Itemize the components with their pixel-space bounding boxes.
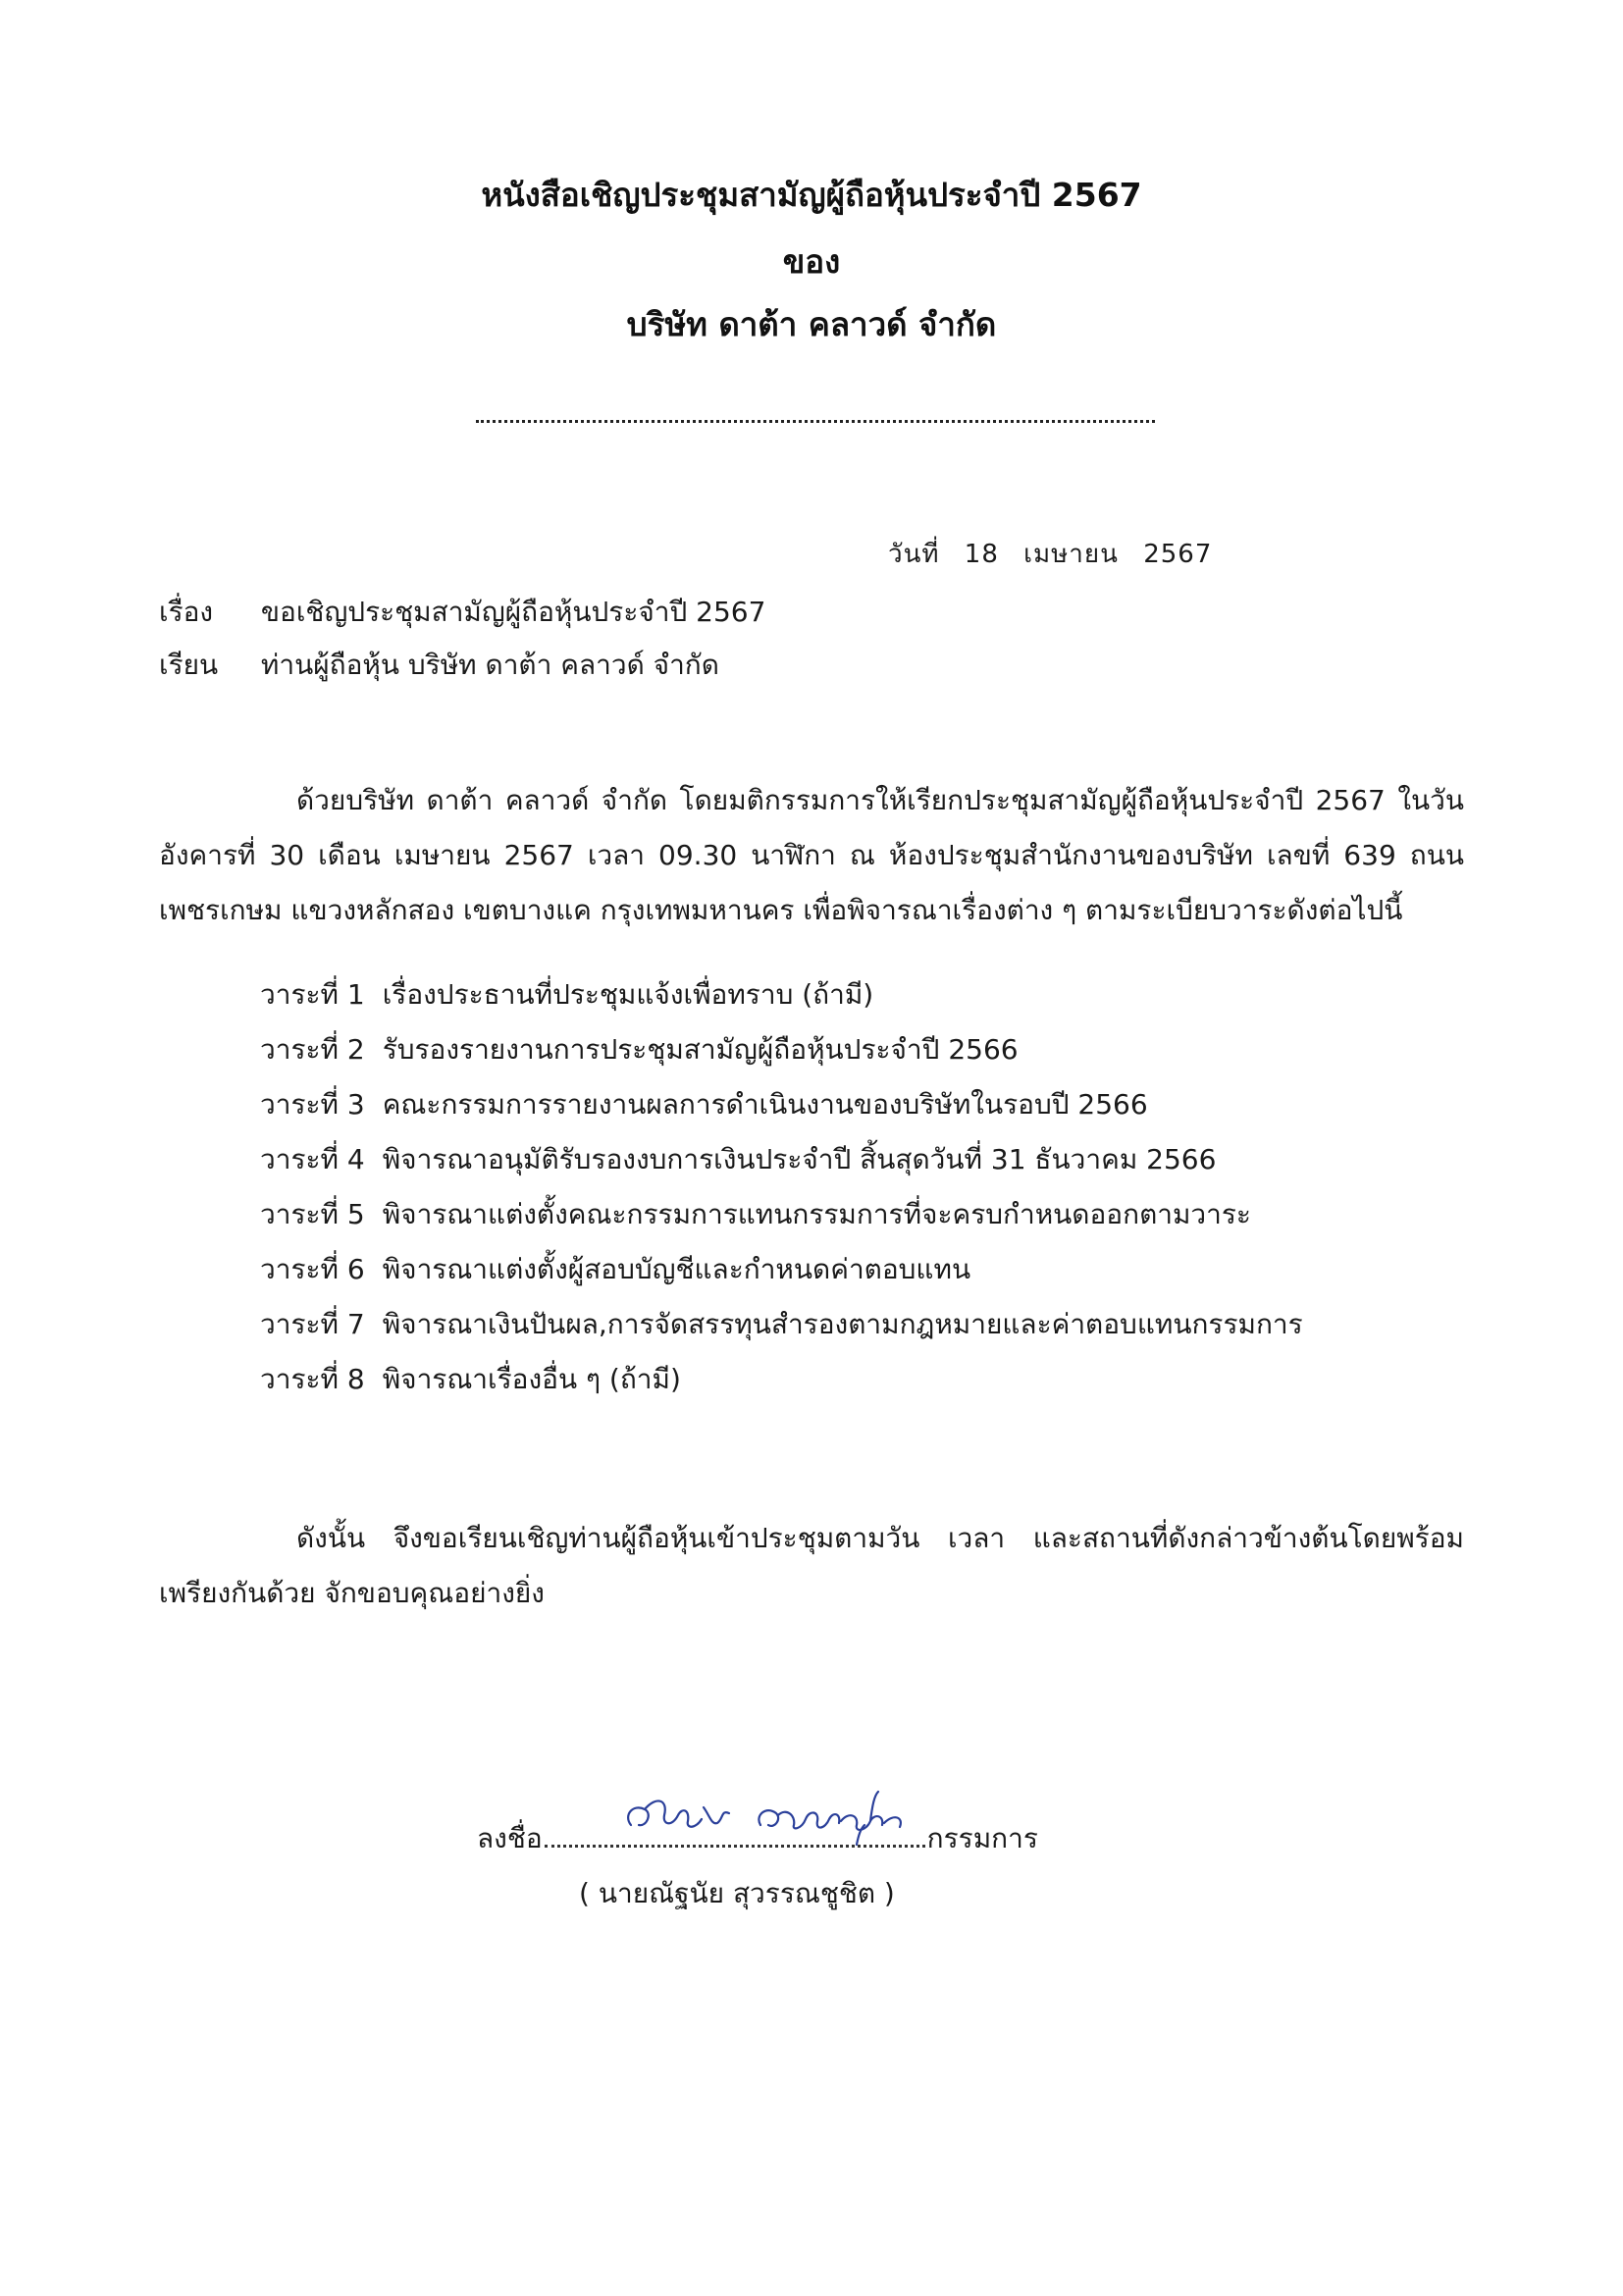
- agenda-text: พิจารณาอนุมัติรับรองงบการเงินประจำปี สิ้นสุดวันที่ 31 ธันวาคม 2566: [382, 1143, 1217, 1175]
- agenda-item: [260, 1022, 1303, 1077]
- agenda-number: วาระที่ 6: [260, 1253, 365, 1285]
- intro-paragraph: ด้วยบริษัท ดาต้า คลาวด์ จำกัด โดยมติกรรมการให้เรียกประชุมสามัญผู้ถือหุ้นประจำปี 2567 ในวันอังคารที่ 30 เดือน เมษายน 2567 เวลา 09.30 นาฬิกา ณ ห้องประชุมสำนักงานของบริษัท เลขที่ 639 ถนนเพชรเกษม แขวงหลักสอง เขตบางแค กรุงเทพมหานคร เพื่อพิจารณาเรื่องต่าง ๆ ตามระเบียบวาระดังต่อไปนี้: [159, 784, 1464, 926]
- agenda-number: วาระที่ 5: [260, 1198, 365, 1230]
- letter-date: [888, 534, 1228, 574]
- letter-title-of: ของ: [782, 242, 841, 281]
- agenda-item: [260, 1187, 1303, 1242]
- agenda-text: เรื่องประธานที่ประชุมแจ้งเพื่อทราบ (ถ้ามี): [382, 978, 874, 1011]
- agenda-text: พิจารณาเรื่องอื่น ๆ (ถ้ามี): [382, 1363, 681, 1395]
- agenda-number: วาระที่ 1: [260, 978, 365, 1011]
- date-month: เมษายน: [1023, 540, 1119, 569]
- date-day: 18: [964, 540, 999, 569]
- signer-name: ( นายณัฐนัย สุวรรณชูชิต ): [579, 1877, 895, 1909]
- handwritten-signature: [613, 1786, 937, 1854]
- agenda-item: [260, 1077, 1303, 1132]
- agenda-item: [260, 1132, 1303, 1187]
- addressee-label: เรียน: [159, 649, 219, 681]
- agenda-text: รับรองรายงานการประชุมสามัญผู้ถือหุ้นประจำปี 2566: [382, 1033, 1019, 1066]
- agenda-number: วาระที่ 2: [260, 1033, 365, 1066]
- addressee-row: [159, 644, 719, 687]
- agenda-text: พิจารณาเงินปันผล,การจัดสรรทุนสำรองตามกฎหมายและค่าตอบแทนกรรมการ: [382, 1308, 1303, 1340]
- agenda-item: [260, 1297, 1303, 1352]
- signer-position: กรรมการ: [926, 1822, 1038, 1854]
- agenda-number: วาระที่ 7: [260, 1308, 365, 1340]
- agenda-number: วาระที่ 3: [260, 1088, 365, 1121]
- addressee-text: ท่านผู้ถือหุ้น บริษัท ดาต้า คลาวด์ จำกัด: [260, 649, 719, 681]
- agenda-text: พิจารณาแต่งตั้งผู้สอบบัญชีและกำหนดค่าตอบแทน: [382, 1253, 971, 1285]
- agenda-number: วาระที่ 4: [260, 1143, 365, 1175]
- subject-label: เรื่อง: [159, 596, 214, 628]
- closing-paragraph: ดังนั้น จึงขอเรียนเชิญท่านผู้ถือหุ้นเข้าประชุมตามวัน เวลา และสถานที่ดังกล่าวข้างต้นโดยพร้อมเพรียงกันด้วย จักขอบคุณอย่างยิ่ง: [159, 1522, 1464, 1609]
- agenda-item: [260, 967, 1303, 1022]
- subject-text: ขอเชิญประชุมสามัญผู้ถือหุ้นประจำปี 2567: [260, 596, 766, 628]
- agenda-text: คณะกรรมการรายงานผลการดำเนินงานของบริษัทในรอบปี 2566: [382, 1088, 1148, 1121]
- subject-row: [159, 591, 765, 634]
- agenda-number: วาระที่ 8: [260, 1363, 365, 1395]
- company-name-heading: บริษัท ดาต้า คลาวด์ จำกัด: [626, 305, 997, 343]
- date-year: 2567: [1143, 540, 1213, 569]
- dotted-divider: [476, 420, 1155, 423]
- agenda-item: [260, 1352, 1303, 1407]
- agenda-item: [260, 1242, 1303, 1297]
- sign-label: ลงชื่อ: [477, 1822, 543, 1854]
- agenda-text: พิจารณาแต่งตั้งคณะกรรมการแทนกรรมการที่จะครบกำหนดออกตามวาระ: [382, 1198, 1251, 1230]
- letter-title: หนังสือเชิญประชุมสามัญผู้ถือหุ้นประจำปี 2567: [481, 176, 1142, 214]
- date-label: วันที่: [888, 540, 940, 569]
- agenda-list: [260, 967, 1303, 1407]
